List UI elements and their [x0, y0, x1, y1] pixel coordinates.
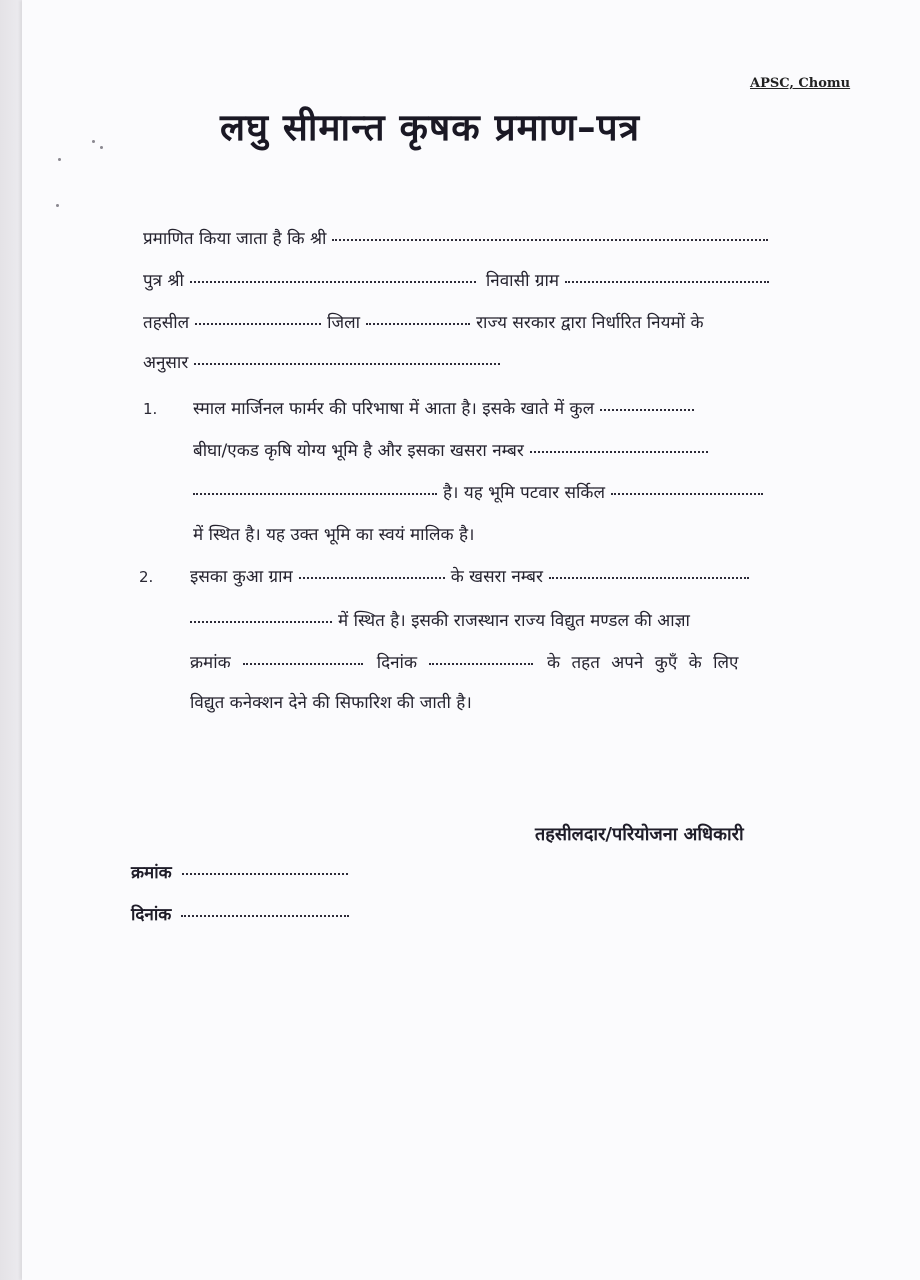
footer-date-label: दिनांक — [131, 905, 172, 925]
rules-text: राज्य सरकार द्वारा निर्धारित नियमों के — [476, 313, 704, 333]
certified-text: प्रमाणित किया जाता है कि श्री — [143, 229, 327, 249]
son-of-label: पुत्र श्री — [143, 271, 184, 291]
well-khasra-blank[interactable] — [549, 577, 749, 579]
paper-speck — [58, 158, 61, 161]
clause-2-text-c: के तहत अपने कुएँ के लिए — [547, 653, 739, 673]
district-label: जिला — [327, 313, 361, 333]
officer-designation: तहसीलदार/परियोजना अधिकारी — [535, 824, 744, 845]
clause-1-line-4 — [193, 522, 474, 545]
name-blank[interactable] — [332, 239, 768, 241]
footer-serial — [131, 860, 354, 883]
clause-1-text-d: में स्थित है। यह उक्त भूमि का स्वयं मालिक है। — [193, 525, 475, 545]
order-date-blank[interactable] — [429, 663, 533, 665]
certificate-title: लघु सीमान्त कृषक प्रमाण–पत्र — [220, 106, 641, 149]
tehsil-label: तहसील — [143, 313, 190, 333]
tehsil-blank[interactable] — [195, 323, 321, 325]
order-number-label: क्रमांक — [190, 653, 231, 673]
clause-2-text-b: में स्थित है। इसकी राजस्थान राज्य विद्युत मण्डल की आज्ञा — [338, 611, 690, 631]
clause-2-line-2 — [190, 608, 690, 631]
clause-1-number: 1. — [143, 400, 158, 418]
intro-line-4 — [143, 350, 506, 373]
clause-2-text-d: विद्युत कनेक्शन देने की सिफारिश की जाती है। — [190, 693, 472, 713]
paper-speck — [56, 204, 59, 207]
according-label: अनुसार — [143, 353, 189, 373]
clause-1-text-a: स्माल मार्जिनल फार्मर की परिभाषा में आता है। इसके खाते में कुल — [193, 399, 595, 419]
well-khasra-continued-blank[interactable] — [190, 621, 332, 623]
clause-2-line-1 — [190, 564, 755, 587]
footer-serial-label: क्रमांक — [131, 863, 172, 883]
footer-date — [131, 902, 355, 925]
total-land-blank[interactable] — [600, 409, 694, 411]
clause-1-line-3 — [193, 480, 769, 503]
clause-1-line-2 — [193, 438, 714, 461]
paper-speck — [100, 146, 103, 149]
footer-serial-blank[interactable] — [182, 873, 348, 875]
order-number-blank[interactable] — [243, 663, 363, 665]
well-village-blank[interactable] — [299, 577, 445, 579]
father-name-blank[interactable] — [190, 281, 476, 283]
village-label: निवासी ग्राम — [485, 271, 560, 291]
clause-1-line-1 — [193, 396, 700, 419]
well-khasra-label: के खसरा नम्बर — [450, 567, 543, 587]
clause-1-text-b: बीघा/एकड कृषि योग्य भूमि है और इसका खसरा नम्बर — [193, 441, 524, 461]
clause-2-line-4 — [190, 690, 472, 713]
well-village-label: इसका कुआ ग्राम — [190, 567, 293, 587]
office-reference: APSC, Chomu — [750, 76, 851, 91]
intro-line-3 — [143, 310, 704, 333]
page-left-edge — [0, 0, 22, 1280]
order-date-label: दिनांक — [376, 653, 418, 673]
footer-date-blank[interactable] — [181, 915, 349, 917]
village-blank[interactable] — [565, 281, 769, 283]
khasra-number-blank[interactable] — [530, 451, 708, 453]
clause-1-text-c: है। यह भूमि पटवार सर्किल — [443, 483, 606, 503]
patwar-circle-blank[interactable] — [611, 493, 763, 495]
certificate-sheet — [22, 0, 920, 1280]
intro-line-2 — [143, 268, 775, 291]
clause-2-line-3 — [190, 650, 738, 673]
according-blank[interactable] — [194, 363, 500, 365]
khasra-continued-blank[interactable] — [193, 493, 437, 495]
intro-line-1 — [143, 226, 774, 249]
paper-speck — [92, 140, 95, 143]
district-blank[interactable] — [366, 323, 470, 325]
clause-2-number: 2. — [139, 568, 154, 586]
